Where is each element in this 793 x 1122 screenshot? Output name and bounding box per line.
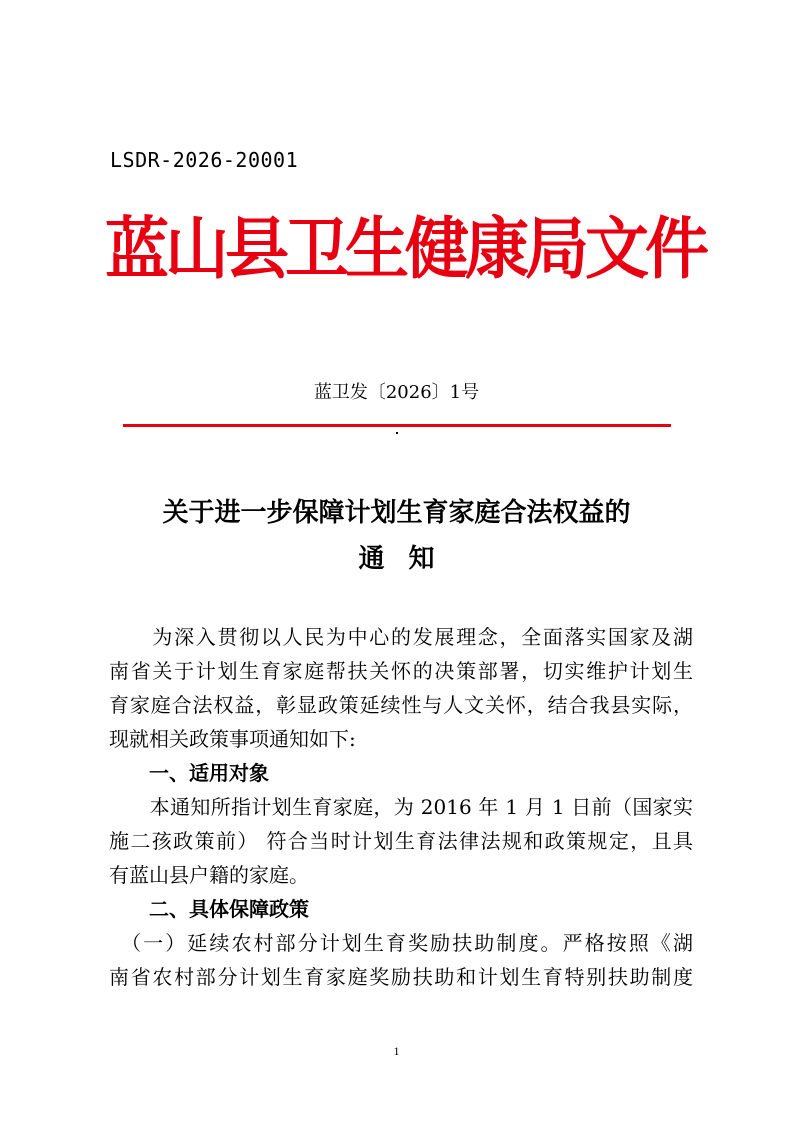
section-1-line-1: 本通知所指计划生育家庭，为 2016 年 1 月 1 日前（国家实	[109, 795, 693, 819]
page-number: 1	[393, 1044, 400, 1058]
section-1-line-2: 施二孩政策前） 符合当时计划生育法律法规和政策规定，且具	[109, 829, 693, 853]
document-number: 蓝卫发〔2026〕1号	[313, 382, 480, 403]
intro-line-2: 南省关于计划生育家庭帮扶关怀的决策部署，切实维护计划生	[109, 659, 693, 683]
intro-line-3: 育家庭合法权益，彰显政策延续性与人文关怀，结合我县实际，	[109, 693, 693, 717]
section-2-line-2: 南省农村部分计划生育家庭奖励扶助和计划生育特别扶助制度	[109, 965, 693, 989]
section-2-heading: 二、具体保障政策	[149, 897, 309, 921]
section-2-line-1: （一）延续农村部分计划生育奖励扶助制度。严格按照《湖	[109, 931, 693, 955]
masthead-title: 蓝山县卫生健康局文件	[105, 210, 705, 289]
notice-title-line-2: 通知	[358, 544, 459, 574]
intro-line-4: 现就相关政策事项通知如下:	[109, 727, 356, 751]
intro-line-1: 为深入贯彻以人民为中心的发展理念，全面落实国家及湖	[109, 625, 693, 649]
document-code: LSDR-2026-20001	[110, 148, 299, 172]
red-separator-line	[123, 424, 671, 427]
notice-title-line-1: 关于进一步保障计划生育家庭合法权益的	[162, 498, 631, 528]
separator-dot	[396, 432, 398, 434]
section-1-line-3: 有蓝山县户籍的家庭。	[109, 863, 309, 887]
section-1-heading: 一、适用对象	[149, 761, 269, 785]
